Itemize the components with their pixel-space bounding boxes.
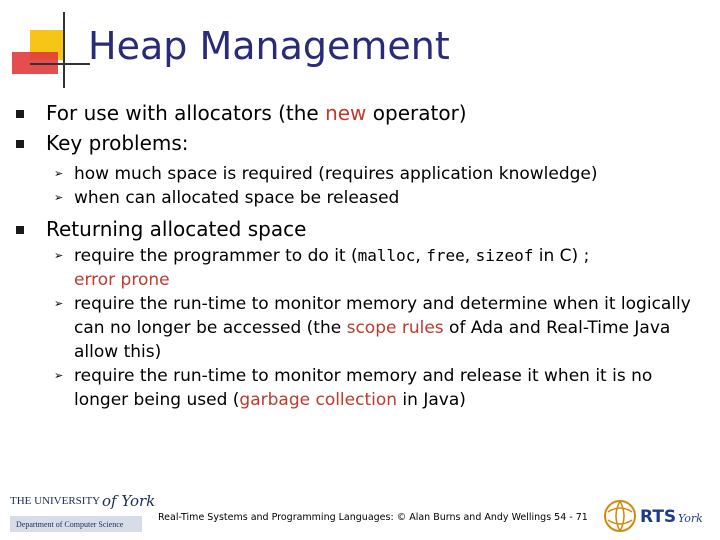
sub-bullet-text: require the run-time to monitor memory and release it when it is no longer being used ( bbox=[74, 366, 653, 410]
garbage-collection-text: garbage collection bbox=[239, 390, 398, 410]
rts-york-logo bbox=[600, 494, 712, 538]
sub-bullet-text: require the programmer to do it ( bbox=[74, 246, 358, 266]
square-bullet-icon bbox=[16, 140, 24, 148]
bullet-text: operator) bbox=[366, 101, 467, 125]
new-keyword: new bbox=[325, 101, 367, 125]
sub-bullet-text: of Ada and Real-Time Java allow this) bbox=[74, 318, 671, 362]
page-title: Heap Management bbox=[88, 24, 450, 68]
sub-bullet-text: require the run-time to monitor memory and determine when it logically can no longer be accessed (the bbox=[74, 294, 691, 338]
code-malloc: malloc bbox=[357, 246, 416, 265]
sub-bullet-text: how much space is required (requires application knowledge) bbox=[74, 164, 598, 184]
sub-bullet bbox=[16, 186, 706, 210]
svg-text:York: York bbox=[678, 512, 703, 525]
sub-bullet bbox=[16, 162, 706, 186]
square-bullet-icon bbox=[16, 110, 24, 118]
sub-bullet-text: , bbox=[464, 246, 476, 266]
bullet-key-problems bbox=[16, 128, 706, 158]
svg-text:of York: of York bbox=[102, 492, 156, 510]
sub-bullet bbox=[16, 244, 706, 292]
arrow-bullet-icon: ➢ bbox=[54, 249, 64, 262]
university-of-york-logo bbox=[8, 486, 156, 534]
slide-content bbox=[16, 98, 706, 412]
arrow-bullet-icon: ➢ bbox=[54, 191, 64, 204]
bullet-text: Key problems: bbox=[46, 131, 189, 155]
sub-bullet-text: in C) ; bbox=[533, 246, 590, 266]
code-sizeof: sizeof bbox=[475, 246, 534, 265]
error-prone-text: error prone bbox=[74, 270, 170, 290]
scope-rules-text: scope rules bbox=[346, 318, 444, 338]
footer-text: Real-Time Systems and Programming Languages: © Alan Burns and Andy Wellings 54 - 71 bbox=[158, 512, 588, 523]
sub-bullet-text: in Java) bbox=[397, 390, 466, 410]
sub-bullet bbox=[16, 364, 706, 412]
arrow-bullet-icon: ➢ bbox=[54, 167, 64, 180]
svg-text:THE UNIVERSITY: THE UNIVERSITY bbox=[10, 495, 101, 507]
arrow-bullet-icon: ➢ bbox=[54, 369, 64, 382]
bullet-text: For use with allocators (the bbox=[46, 101, 326, 125]
code-free: free bbox=[426, 246, 465, 265]
svg-text:RTS: RTS bbox=[640, 507, 677, 527]
sub-bullet-text: , bbox=[415, 246, 427, 266]
sub-bullet bbox=[16, 292, 706, 364]
bullet-allocators bbox=[16, 98, 706, 128]
svg-text:Department of Computer Science: Department of Computer Science bbox=[16, 520, 124, 529]
sub-bullet-text: when can allocated space be released bbox=[74, 188, 400, 208]
arrow-bullet-icon: ➢ bbox=[54, 297, 64, 310]
bullet-returning-space bbox=[16, 214, 706, 244]
square-bullet-icon bbox=[16, 226, 24, 234]
title-decoration bbox=[0, 0, 90, 90]
bullet-text: Returning allocated space bbox=[46, 217, 307, 241]
